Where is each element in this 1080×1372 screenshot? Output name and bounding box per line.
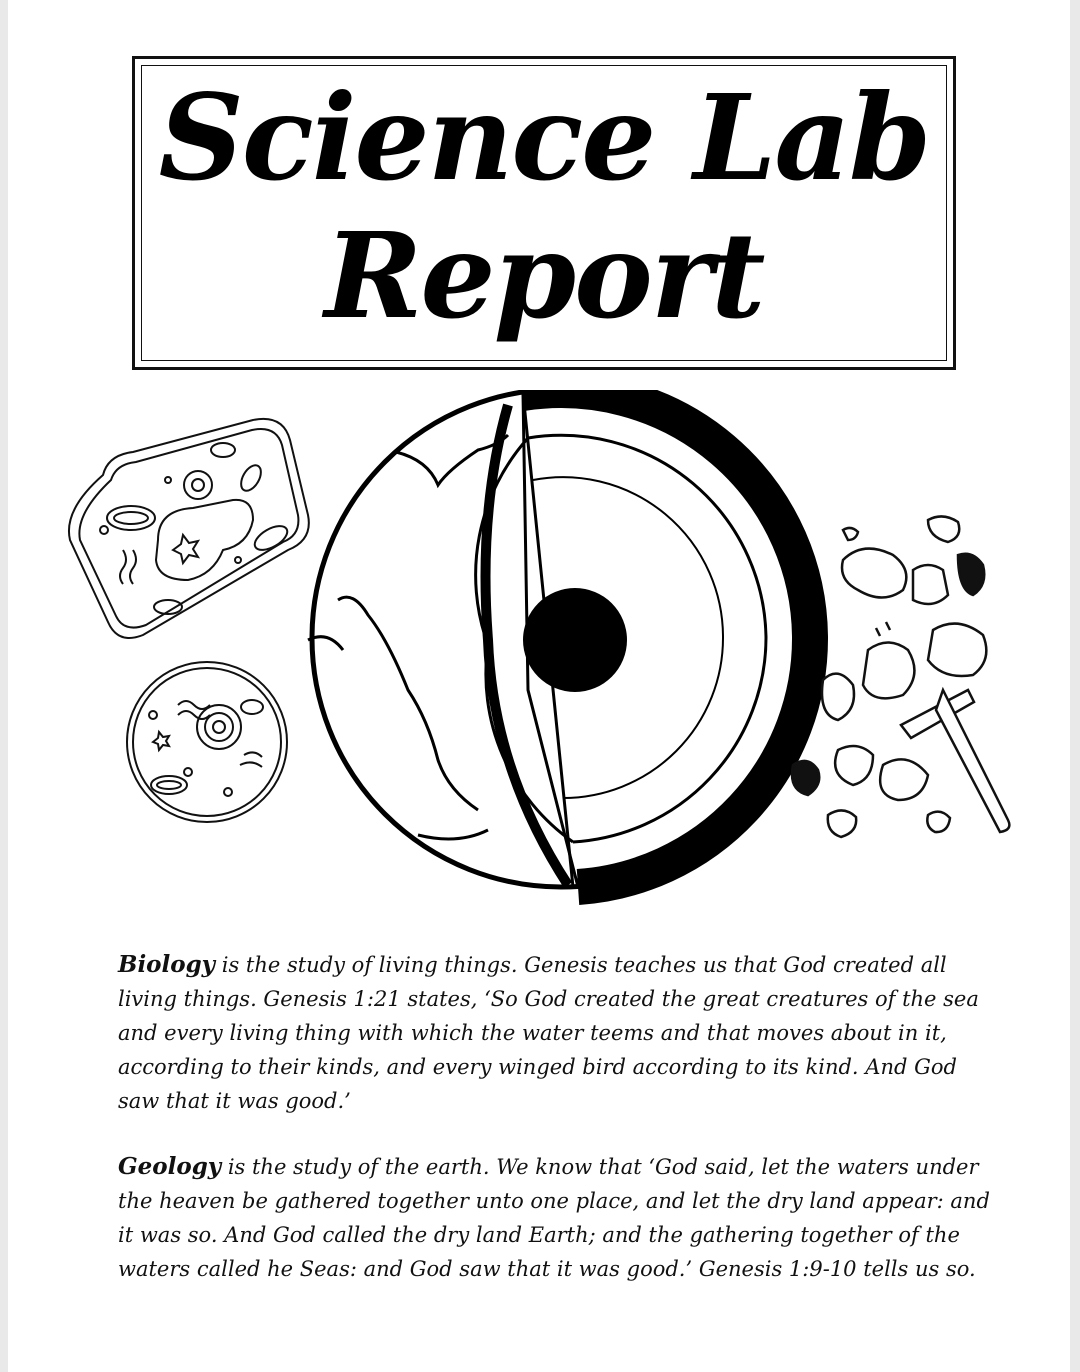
biology-term: Biology xyxy=(118,951,216,978)
biology-text: is the study of living things. Genesis teaches us that God created all living things. Genesis 1:21 states, ‘So God created the great creatures of the sea and every living thing with which the water teems and that moves about in it, according to their kinds, and every winged bird according to its kind. And God saw that it was good.’ xyxy=(118,953,979,1113)
biology-paragraph xyxy=(118,948,998,1118)
animal-cell-icon xyxy=(127,662,287,822)
science-illustration xyxy=(8,390,1070,910)
worksheet-page xyxy=(8,0,1070,1372)
earth-layers-icon xyxy=(308,390,815,887)
geology-text: is the study of the earth. We know that ‘God said, let the waters under the heaven be gathered together unto one place, and let the dry land appear: and it was so. And God called the dry land Earth; and the gathering together of the waters called he Seas: and God saw that it was good.’ Genesis 1:9-10 tells us so. xyxy=(118,1155,990,1281)
geology-paragraph xyxy=(118,1150,998,1286)
geology-term: Geology xyxy=(118,1153,222,1180)
page-title-line-2: Report xyxy=(324,206,764,345)
plant-cell-icon xyxy=(69,419,309,638)
title-frame xyxy=(132,56,956,370)
page-title-line-1: Science Lab xyxy=(158,68,930,207)
